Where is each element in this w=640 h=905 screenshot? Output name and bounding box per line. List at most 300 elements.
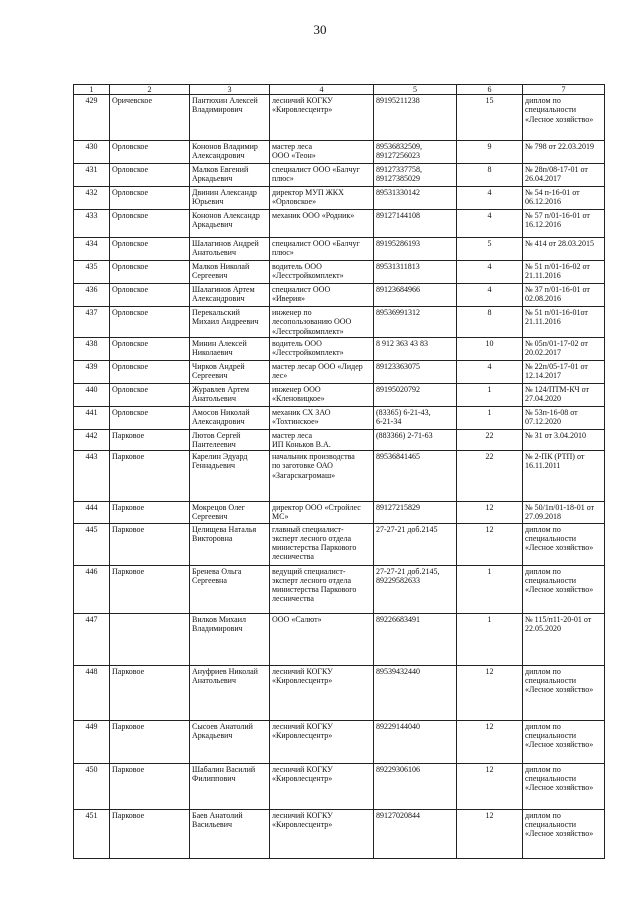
row-phone <box>374 307 457 338</box>
table-row <box>74 95 605 141</box>
row-district <box>110 565 190 613</box>
row-experience-text: 4 <box>487 211 492 221</box>
row-position <box>270 523 374 565</box>
row-person-name <box>190 665 270 720</box>
row-document <box>523 809 605 858</box>
row-district-text: Парковое <box>112 666 145 676</box>
row-person-name <box>190 307 270 338</box>
table-row <box>74 141 605 164</box>
row-district-text: Орловское <box>112 407 149 417</box>
row-person-name-text: Двинин Александр Юрьевич <box>192 188 257 207</box>
row-experience <box>457 360 523 383</box>
row-person-name <box>190 383 270 406</box>
row-person-name-text: Мокрецов Олег Сергеевич <box>192 503 246 522</box>
row-phone <box>374 809 457 858</box>
row-experience <box>457 337 523 360</box>
row-experience <box>457 383 523 406</box>
row-experience-text: 12 <box>485 503 494 513</box>
row-document <box>523 307 605 338</box>
row-phone-text: 89123363075 <box>376 361 420 371</box>
row-experience <box>457 284 523 307</box>
table-row <box>74 238 605 261</box>
table-row <box>74 164 605 187</box>
row-district <box>110 809 190 858</box>
row-district-text: Орловское <box>112 361 149 371</box>
row-person-name <box>190 95 270 141</box>
row-document <box>523 337 605 360</box>
row-experience <box>457 523 523 565</box>
row-position <box>270 613 374 665</box>
row-person-name-text: Минин Алексей Николаевич <box>192 338 247 357</box>
row-position-text: директор МУП ЖКХ «Орловское» <box>272 188 344 207</box>
row-position-text: специалист ООО «Иверия» <box>272 285 331 304</box>
row-person-name <box>190 429 270 450</box>
row-number-text: 444 <box>85 503 98 513</box>
row-number <box>74 720 110 763</box>
row-phone-text: 89127215829 <box>376 503 420 513</box>
row-district-text: Орловское <box>112 165 149 175</box>
row-number-text: 446 <box>85 566 98 576</box>
row-document-text: № 798 от 22.03.2019 <box>525 142 595 152</box>
row-number-text: 430 <box>85 142 98 152</box>
row-person-name-text: Сысоев Анатолий Аркадьевич <box>192 721 253 740</box>
table-row <box>74 665 605 720</box>
row-document-text: № 2-ПК (РТП) от 16.11.2011 <box>525 452 585 471</box>
row-position <box>270 429 374 450</box>
row-phone <box>374 238 457 261</box>
row-number <box>74 502 110 523</box>
row-number-text: 434 <box>85 239 98 249</box>
row-phone <box>374 95 457 141</box>
row-position-text: лесничий КОГКУ «Кировлесцентр» <box>272 96 333 115</box>
row-number-text: 449 <box>85 721 98 731</box>
row-person-name <box>190 565 270 613</box>
row-number-text: 433 <box>85 211 98 221</box>
table-row <box>74 284 605 307</box>
row-document <box>523 763 605 809</box>
row-district <box>110 95 190 141</box>
table-row <box>74 360 605 383</box>
row-phone-text: 27-27-21 доб.2145 <box>376 524 438 534</box>
row-number <box>74 337 110 360</box>
row-person-name <box>190 164 270 187</box>
row-district <box>110 238 190 261</box>
row-number-text: 431 <box>85 165 98 175</box>
row-position <box>270 763 374 809</box>
row-document-text: № 115/п11-20-01 от 22.05.2020 <box>525 614 592 633</box>
row-experience-text: 15 <box>485 96 494 106</box>
row-phone-text: 89536841465 <box>376 452 420 462</box>
row-document <box>523 187 605 210</box>
row-district-text: Орловское <box>112 285 149 295</box>
table-header-row <box>74 85 605 95</box>
row-document-text: № 05п/01-17-02 от 20.02.2017 <box>525 338 588 357</box>
row-experience-text: 5 <box>487 239 492 249</box>
row-position-text: водитель ООО «Лесстройкомплект» <box>272 262 344 281</box>
row-number <box>74 141 110 164</box>
row-person-name <box>190 360 270 383</box>
row-position-text: инженер по лесопользованию ООО «Лесстройкомплект» <box>272 308 352 336</box>
row-person-name-text: Шабалин Василий Филиппович <box>192 764 256 783</box>
row-phone <box>374 613 457 665</box>
row-experience-text: 4 <box>487 262 492 272</box>
row-position <box>270 337 374 360</box>
row-district <box>110 187 190 210</box>
row-document-text: № 53п-16-08 от 07.12.2020 <box>525 407 578 426</box>
row-position-text: лесничий КОГКУ «Кировлесцентр» <box>272 666 333 685</box>
row-experience-text: 12 <box>485 524 494 534</box>
row-experience <box>457 238 523 261</box>
row-district-text: Орловское <box>112 262 149 272</box>
row-position-text: мастер леса ООО «Теон» <box>272 142 316 161</box>
column-header: 5 <box>374 85 457 95</box>
row-experience <box>457 565 523 613</box>
row-phone <box>374 164 457 187</box>
row-person-name <box>190 337 270 360</box>
row-document <box>523 406 605 429</box>
row-phone-text: 89536832509, 89127256023 <box>376 142 422 161</box>
row-document-text: № 54 п-16-01 от 06.12.2016 <box>525 188 580 207</box>
row-phone <box>374 406 457 429</box>
row-person-name-text: Малков Николай Сергеевич <box>192 262 250 281</box>
row-experience <box>457 210 523 238</box>
row-person-name <box>190 720 270 763</box>
row-district <box>110 502 190 523</box>
row-phone <box>374 337 457 360</box>
row-district <box>110 284 190 307</box>
row-position <box>270 210 374 238</box>
table-row <box>74 383 605 406</box>
row-phone <box>374 565 457 613</box>
row-district <box>110 383 190 406</box>
row-position-text: лесничий КОГКУ «Кировлесцентр» <box>272 764 333 783</box>
row-district <box>110 164 190 187</box>
row-position-text: мастер лесар ООО «Лидер лес» <box>272 361 363 380</box>
row-experience <box>457 95 523 141</box>
row-person-name-text: Амосов Николай Александрович <box>192 407 250 426</box>
row-number <box>74 665 110 720</box>
row-document-text: № 51 п/01-16-02 от 21.11.2016 <box>525 262 590 281</box>
row-phone <box>374 665 457 720</box>
row-district-text: Орловское <box>112 308 149 318</box>
row-position-text: лесничий КОГКУ «Кировлесцентр» <box>272 810 333 829</box>
row-experience-text: 22 <box>485 430 494 440</box>
row-experience-text: 9 <box>487 142 492 152</box>
row-district-text: Оричевское <box>112 96 153 106</box>
row-number-text: 451 <box>85 810 98 820</box>
column-header: 3 <box>190 85 270 95</box>
row-district <box>110 307 190 338</box>
row-document <box>523 383 605 406</box>
row-position <box>270 95 374 141</box>
table-row <box>74 720 605 763</box>
table-row <box>74 261 605 284</box>
row-position <box>270 502 374 523</box>
row-experience-text: 4 <box>487 188 492 198</box>
row-document-text: диплом по специальности «Лесное хозяйство» <box>525 524 594 552</box>
row-number <box>74 406 110 429</box>
row-phone <box>374 284 457 307</box>
row-phone-text: 89531330142 <box>376 188 420 198</box>
row-number-text: 440 <box>85 384 98 394</box>
row-position <box>270 307 374 338</box>
row-phone-text: 27-27-21 доб.2145, 89229582633 <box>376 566 440 585</box>
row-number-text: 429 <box>85 96 98 106</box>
row-document-text: № 124/ПТМ-КЧ от 27.04.2020 <box>525 384 590 403</box>
column-header: 2 <box>110 85 190 95</box>
row-experience-text: 10 <box>485 338 494 348</box>
row-experience <box>457 502 523 523</box>
row-phone-text: 89195020792 <box>376 384 420 394</box>
row-district <box>110 523 190 565</box>
row-experience <box>457 665 523 720</box>
table-row <box>74 429 605 450</box>
row-position-text: водитель ООО «Лесстройкомплект» <box>272 338 344 357</box>
row-experience-text: 1 <box>487 384 492 394</box>
table-row <box>74 502 605 523</box>
row-district <box>110 210 190 238</box>
column-header: 7 <box>523 85 605 95</box>
row-experience <box>457 720 523 763</box>
row-person-name <box>190 502 270 523</box>
row-phone <box>374 210 457 238</box>
row-experience-text: 22 <box>485 452 494 462</box>
table-row <box>74 613 605 665</box>
row-experience-text: 8 <box>487 165 492 175</box>
row-experience <box>457 164 523 187</box>
row-experience-text: 1 <box>487 614 492 624</box>
row-person-name-text: Журавлев Артем Анатольевич <box>192 384 250 403</box>
row-phone-text: (83365) 6-21-43, 6-21-34 <box>376 407 431 426</box>
row-district-text: Орловское <box>112 338 149 348</box>
row-document-text: № 37 п/01-16-01 от 02.08.2016 <box>525 285 590 304</box>
row-document-text: № 22п/05-17-01 от 12.14.2017 <box>525 361 588 380</box>
row-document-text: диплом по специальности «Лесное хозяйство» <box>525 810 594 838</box>
row-phone <box>374 502 457 523</box>
row-experience-text: 4 <box>487 361 492 371</box>
row-district-text: Орловское <box>112 142 149 152</box>
row-person-name-text: Бренева Ольга Сергеевна <box>192 566 242 585</box>
row-district-text: Парковое <box>112 764 145 774</box>
row-position <box>270 406 374 429</box>
row-district <box>110 406 190 429</box>
row-phone-text: 89531311813 <box>376 262 420 272</box>
row-document <box>523 502 605 523</box>
row-person-name-text: Перекальский Михаил Андреевич <box>192 308 259 327</box>
row-number <box>74 523 110 565</box>
row-district-text: Парковое <box>112 503 145 513</box>
column-header: 1 <box>74 85 110 95</box>
table-row <box>74 565 605 613</box>
row-number-text: 437 <box>85 308 98 318</box>
row-document-text: № 28п/08-17-01 от 26.04.2017 <box>525 165 588 184</box>
row-person-name-text: Баев Анатолий Васильевич <box>192 810 243 829</box>
registry-table <box>73 84 605 859</box>
row-position <box>270 164 374 187</box>
row-document <box>523 665 605 720</box>
row-position <box>270 187 374 210</box>
row-number-text: 432 <box>85 188 98 198</box>
row-experience <box>457 307 523 338</box>
row-position <box>270 665 374 720</box>
row-phone-text: 89229306106 <box>376 764 420 774</box>
row-phone-text: 89539432440 <box>376 666 420 676</box>
row-position <box>270 565 374 613</box>
row-number-text: 438 <box>85 338 98 348</box>
row-position <box>270 720 374 763</box>
row-person-name-text: Ануфриев Николай Анатольевич <box>192 666 258 685</box>
row-document <box>523 261 605 284</box>
table-row <box>74 210 605 238</box>
row-phone <box>374 360 457 383</box>
row-position-text: лесничий КОГКУ «Кировлесцентр» <box>272 721 333 740</box>
row-document <box>523 429 605 450</box>
column-header: 4 <box>270 85 374 95</box>
row-district <box>110 720 190 763</box>
row-person-name <box>190 406 270 429</box>
row-position <box>270 360 374 383</box>
row-number <box>74 763 110 809</box>
row-document <box>523 238 605 261</box>
table-row <box>74 406 605 429</box>
row-district-text: Парковое <box>112 430 145 440</box>
row-district-text: Орловское <box>112 239 149 249</box>
row-person-name-text: Пантюхин Алексей Владимирович <box>192 96 258 115</box>
row-document-text: № 414 от 28.03.2015 <box>525 239 595 249</box>
row-phone <box>374 383 457 406</box>
row-phone-text: 89195286193 <box>376 239 420 249</box>
row-document-text: диплом по специальности «Лесное хозяйство» <box>525 721 594 749</box>
row-number <box>74 613 110 665</box>
row-person-name <box>190 187 270 210</box>
row-number <box>74 284 110 307</box>
row-phone <box>374 429 457 450</box>
row-experience-text: 1 <box>487 566 492 576</box>
row-experience <box>457 451 523 502</box>
row-number <box>74 164 110 187</box>
row-number <box>74 383 110 406</box>
row-experience <box>457 613 523 665</box>
table-row <box>74 451 605 502</box>
row-person-name <box>190 763 270 809</box>
row-number-text: 445 <box>85 524 98 534</box>
row-position <box>270 261 374 284</box>
row-district <box>110 337 190 360</box>
row-phone <box>374 720 457 763</box>
row-experience-text: 12 <box>485 721 494 731</box>
row-document <box>523 95 605 141</box>
table-row <box>74 523 605 565</box>
row-document <box>523 284 605 307</box>
row-document-text: диплом по специальности «Лесное хозяйство» <box>525 666 594 694</box>
row-phone-text: 89127020844 <box>376 810 420 820</box>
row-number <box>74 307 110 338</box>
row-district <box>110 613 190 665</box>
row-position-text: директор ООО «Стройлес МС» <box>272 503 361 522</box>
row-phone <box>374 187 457 210</box>
row-person-name-text: Шалагинов Артем Александрович <box>192 285 255 304</box>
row-number <box>74 95 110 141</box>
row-district-text: Парковое <box>112 566 145 576</box>
row-number-text: 441 <box>85 407 98 417</box>
row-district-text: Парковое <box>112 524 145 534</box>
row-person-name <box>190 809 270 858</box>
page-number: 30 <box>313 22 327 37</box>
row-document <box>523 360 605 383</box>
row-number <box>74 360 110 383</box>
row-person-name-text: Малков Евгений Аркадьевич <box>192 165 249 184</box>
row-experience <box>457 763 523 809</box>
row-experience-text: 12 <box>485 764 494 774</box>
row-person-name <box>190 141 270 164</box>
row-number <box>74 429 110 450</box>
row-district-text: Орловское <box>112 188 149 198</box>
row-number-text: 439 <box>85 361 98 371</box>
row-district <box>110 451 190 502</box>
row-number <box>74 210 110 238</box>
row-experience <box>457 429 523 450</box>
row-document-text: диплом по специальности «Лесное хозяйство» <box>525 566 594 594</box>
row-phone <box>374 261 457 284</box>
row-phone-text: 89229144040 <box>376 721 420 731</box>
column-header: 6 <box>457 85 523 95</box>
row-person-name-text: Вилков Михаил Владимирович <box>192 614 246 633</box>
row-position <box>270 451 374 502</box>
row-district <box>110 429 190 450</box>
row-document <box>523 451 605 502</box>
row-position-text: главный специалист- эксперт лесного отдела министерства Паркового лесничества <box>272 524 357 562</box>
row-district-text: Орловское <box>112 211 149 221</box>
row-person-name <box>190 284 270 307</box>
row-number-text: 443 <box>85 452 98 462</box>
row-position-text: мастер леса ИП Коньков В.А. <box>272 430 331 449</box>
row-experience <box>457 261 523 284</box>
row-person-name-text: Карелин Эдуард Геннадьевич <box>192 452 248 471</box>
row-number-text: 442 <box>85 430 98 440</box>
row-document-text: № 31 от 3.04.2010 <box>525 430 587 440</box>
row-phone-text: 89226683491 <box>376 614 420 624</box>
row-experience <box>457 141 523 164</box>
row-phone <box>374 451 457 502</box>
row-phone-text: 89195211238 <box>376 96 420 106</box>
row-phone-text: 89536991312 <box>376 308 420 318</box>
row-district-text: Парковое <box>112 452 145 462</box>
row-experience <box>457 187 523 210</box>
row-experience-text: 4 <box>487 285 492 295</box>
row-number-text: 447 <box>85 614 98 624</box>
table-row <box>74 307 605 338</box>
row-phone-text: 8 912 363 43 83 <box>376 338 428 348</box>
row-position-text: инженер ООО «Кленовицкое» <box>272 384 325 403</box>
row-position <box>270 284 374 307</box>
row-document-text: № 57 п/01-16-01 от 16.12.2016 <box>525 211 590 230</box>
row-position-text: ООО «Салют» <box>272 614 322 624</box>
row-person-name <box>190 238 270 261</box>
row-position-text: механик СХ ЗАО «Тохтинское» <box>272 407 331 426</box>
row-number <box>74 238 110 261</box>
row-document-text: № 51 п/01-16-01от 21.11.2016 <box>525 308 588 327</box>
row-document-text: № 50/1п/01-18-01 от 27.09.2018 <box>525 503 595 522</box>
row-position <box>270 141 374 164</box>
row-position-text: специалист ООО «Балчуг плюс» <box>272 239 360 258</box>
row-district <box>110 665 190 720</box>
table-row <box>74 337 605 360</box>
row-experience-text: 1 <box>487 407 492 417</box>
row-district <box>110 360 190 383</box>
row-document <box>523 523 605 565</box>
row-district-text: Парковое <box>112 810 145 820</box>
row-document-text: диплом по специальности «Лесное хозяйство» <box>525 96 594 124</box>
